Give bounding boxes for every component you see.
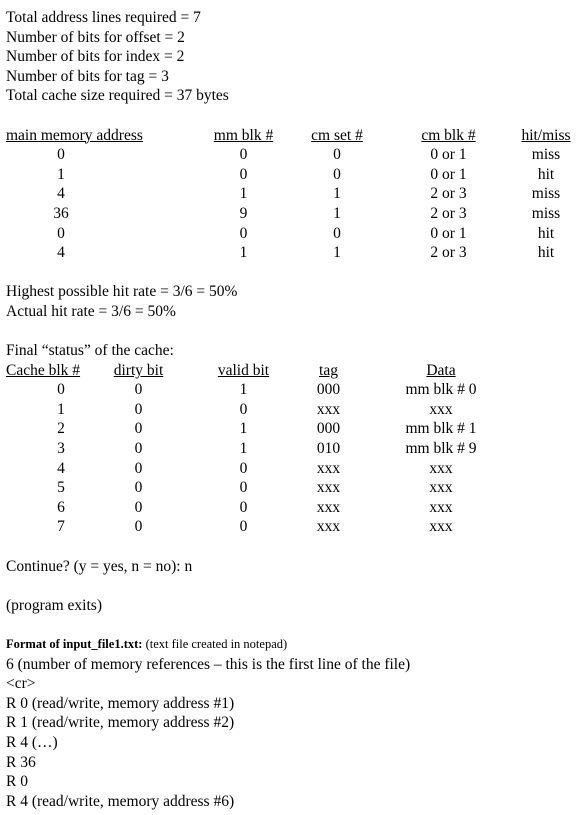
file-listing (6, 655, 582, 812)
cell-hit-miss: miss (531, 185, 561, 203)
file-line: R 4 (…) (6, 733, 58, 751)
cell-data: mm blk # 0 (405, 381, 477, 399)
cell-main-memory-address: 4 (57, 244, 65, 262)
header-mm-blk: mm blk # (213, 126, 274, 144)
cell-cm-set: 0 (333, 224, 341, 242)
cell-cm-set: 1 (333, 244, 341, 262)
cell-tag: xxx (316, 498, 341, 516)
file-line: R 4 (read/write, memory address #6) (6, 792, 235, 810)
cell-data: xxx (429, 498, 453, 516)
file-line: R 1 (read/write, memory address #2) (6, 714, 235, 732)
summary-line: Total cache size required = 37 bytes (6, 87, 229, 105)
cell-main-memory-address: 0 (57, 224, 65, 242)
reference-table (6, 126, 582, 263)
table-row (6, 478, 582, 498)
cell-cm-set: 0 (333, 146, 341, 164)
cell-cm-set: 0 (333, 165, 341, 183)
table-row (6, 165, 582, 185)
table-row (6, 184, 582, 204)
cell-cm-set: 1 (333, 185, 341, 203)
cell-hit-miss: hit (537, 244, 555, 262)
cell-data: xxx (429, 479, 453, 497)
cell-dirty-bit: 0 (134, 420, 143, 438)
header-hit-miss: hit/miss (521, 126, 571, 144)
reference-table-header (6, 126, 582, 146)
cell-valid-bit: 1 (239, 440, 248, 458)
cell-cm-set: 1 (333, 204, 341, 222)
cell-valid-bit: 0 (239, 400, 248, 418)
cell-valid-bit: 0 (239, 459, 248, 477)
cell-tag: xxx (316, 518, 341, 536)
cell-cache-blk: 7 (57, 518, 65, 536)
highest-hit-rate: Highest possible hit rate = 3/6 = 50% (6, 283, 238, 301)
format-heading-filename: Format of input_file1.txt: (6, 637, 143, 651)
status-title: Final “status” of the cache: (6, 342, 174, 360)
table-row (6, 145, 582, 165)
header-tag: tag (319, 361, 338, 379)
continue-prompt: Continue? (y = yes, n = no): n (6, 557, 193, 575)
cell-tag: xxx (316, 459, 341, 477)
cell-mm-blk: 1 (239, 244, 248, 262)
cache-status-table (6, 361, 582, 537)
cell-tag: xxx (316, 400, 341, 418)
header-cm-blk: cm blk # (421, 126, 476, 144)
cell-dirty-bit: 0 (134, 479, 143, 497)
header-dirty-bit: dirty bit (113, 361, 164, 379)
cell-mm-blk: 0 (239, 224, 248, 242)
cell-mm-blk: 0 (239, 146, 248, 164)
cell-cm-blk: 0 or 1 (430, 165, 467, 183)
document-page (6, 8, 582, 811)
cell-data: xxx (429, 518, 453, 536)
cell-dirty-bit: 0 (134, 400, 143, 418)
cell-mm-blk: 9 (239, 204, 248, 222)
summary-block (6, 8, 582, 106)
hit-rate-block (6, 282, 582, 321)
format-heading-note: (text file created in notepad) (142, 637, 288, 651)
summary-line: Total address lines required = 7 (6, 9, 201, 26)
cell-valid-bit: 0 (239, 479, 248, 497)
cell-cache-blk: 0 (57, 381, 65, 399)
cache-status-header (6, 361, 582, 381)
header-valid-bit: valid bit (217, 361, 270, 379)
cell-cache-blk: 6 (57, 498, 65, 516)
cell-mm-blk: 0 (239, 165, 248, 183)
cell-main-memory-address: 36 (53, 204, 69, 222)
cell-cache-blk: 1 (57, 400, 65, 418)
file-line: R 0 (read/write, memory address #1) (6, 694, 235, 712)
table-row (6, 459, 582, 479)
table-row (6, 204, 582, 224)
cell-dirty-bit: 0 (134, 440, 143, 458)
file-line: R 0 (6, 773, 28, 791)
cell-tag: xxx (316, 479, 341, 497)
cell-dirty-bit: 0 (134, 381, 143, 399)
cell-cm-blk: 2 or 3 (430, 204, 467, 222)
cell-main-memory-address: 0 (57, 146, 65, 164)
table-row (6, 400, 582, 420)
format-heading (6, 635, 582, 655)
cell-hit-miss: hit (537, 165, 555, 183)
cell-cm-blk: 0 or 1 (430, 224, 467, 242)
cell-cache-blk: 2 (57, 420, 65, 438)
header-main-memory-address: main memory address (6, 126, 143, 144)
cell-tag: 010 (316, 440, 341, 458)
cell-data: xxx (429, 400, 453, 418)
cell-valid-bit: 1 (239, 420, 248, 438)
cell-data: mm blk # 1 (405, 420, 477, 438)
cache-status-body (6, 380, 582, 537)
summary-line: Number of bits for tag = 3 (6, 67, 169, 85)
table-row (6, 419, 582, 439)
cell-cache-blk: 3 (57, 440, 65, 458)
summary-line: Number of bits for offset = 2 (6, 28, 185, 46)
table-row (6, 224, 582, 244)
table-row (6, 498, 582, 518)
cell-hit-miss: miss (531, 146, 561, 164)
cell-valid-bit: 0 (239, 498, 248, 516)
cell-cm-blk: 0 or 1 (430, 146, 467, 164)
cell-cache-blk: 4 (57, 459, 65, 477)
cell-dirty-bit: 0 (134, 498, 143, 516)
cell-hit-miss: miss (531, 204, 561, 222)
cell-valid-bit: 1 (239, 381, 248, 399)
program-exits: (program exits) (6, 596, 102, 614)
cell-data: mm blk # 9 (405, 440, 477, 458)
cell-tag: 000 (316, 381, 341, 399)
actual-hit-rate: Actual hit rate = 3/6 = 50% (6, 302, 176, 320)
cell-main-memory-address: 1 (57, 165, 65, 183)
table-row (6, 517, 582, 537)
header-cm-set: cm set # (311, 126, 363, 144)
reference-table-body (6, 145, 582, 263)
cell-mm-blk: 1 (239, 185, 248, 203)
file-line: <cr> (6, 675, 36, 693)
file-line: 6 (number of memory references – this is the first line of the file) (6, 655, 411, 673)
table-row (6, 380, 582, 400)
cell-tag: 000 (316, 420, 341, 438)
cell-dirty-bit: 0 (134, 518, 143, 536)
cell-hit-miss: hit (537, 224, 555, 242)
cell-valid-bit: 0 (239, 518, 248, 536)
cell-cm-blk: 2 or 3 (430, 185, 467, 203)
cell-cache-blk: 5 (57, 479, 65, 497)
cell-dirty-bit: 0 (134, 459, 143, 477)
header-data: Data (426, 361, 456, 379)
cell-data: xxx (429, 459, 453, 477)
table-row (6, 439, 582, 459)
table-row (6, 243, 582, 263)
cell-main-memory-address: 4 (57, 185, 65, 203)
summary-line: Number of bits for index = 2 (6, 48, 185, 66)
file-line: R 36 (6, 753, 36, 771)
header-cache-blk: Cache blk # (6, 361, 81, 379)
cell-cm-blk: 2 or 3 (430, 244, 467, 262)
